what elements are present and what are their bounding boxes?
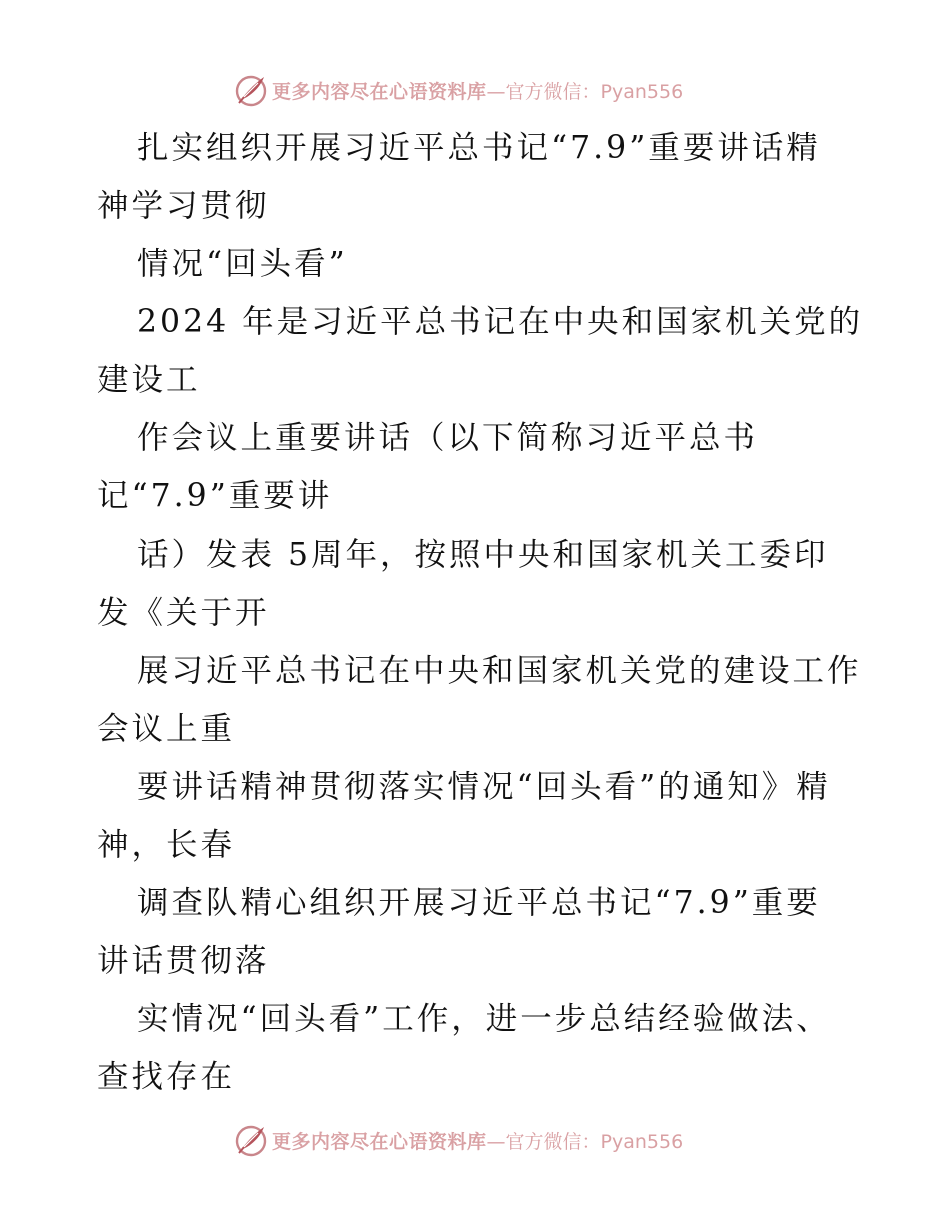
text-line: 实情况“回头看”工作，进一步总结经验做法、 (137, 1001, 831, 1037)
text-line: 查找存在 (97, 1059, 236, 1095)
banner-contact-text: —官方微信：Pyan556 (486, 80, 684, 103)
feather-logo-icon (234, 1123, 268, 1157)
text-line: 讲话贯彻落 (97, 943, 270, 979)
text-line: 发《关于开 (97, 595, 270, 631)
text-line: 建设工 (97, 362, 201, 398)
footer-banner (234, 1122, 683, 1158)
text-line: 神，长春 (97, 827, 236, 863)
text-line: 话）发表 5周年，按照中央和国家机关工委印 (137, 537, 829, 573)
text-line: 作会议上重要讲话（以下简称习近平总书 (137, 420, 759, 456)
text-line: 扎实组织开展习近平总书记“7.9”重要讲话精 (137, 130, 821, 166)
text-line: 展习近平总书记在中央和国家机关党的建设工作 (137, 653, 862, 689)
banner-site-text: 更多内容尽在心语资料库 (272, 1130, 487, 1153)
text-line: 要讲话精神贯彻落实情况“回头看”的通知》精 (137, 769, 831, 805)
text-line: 会议上重 (97, 711, 236, 747)
text-line: 情况“回头看” (137, 246, 348, 282)
text-line: 2024 年是习近平总书记在中央和国家机关党的 (137, 304, 864, 340)
text-line: 神学习贯彻 (97, 188, 270, 224)
banner-contact-text: —官方微信：Pyan556 (486, 1130, 684, 1153)
banner-site-text: 更多内容尽在心语资料库 (272, 80, 487, 103)
text-line: 记“7.9”重要讲 (97, 478, 333, 514)
text-line: 调查队精心组织开展习近平总书记“7.9”重要 (137, 885, 821, 921)
